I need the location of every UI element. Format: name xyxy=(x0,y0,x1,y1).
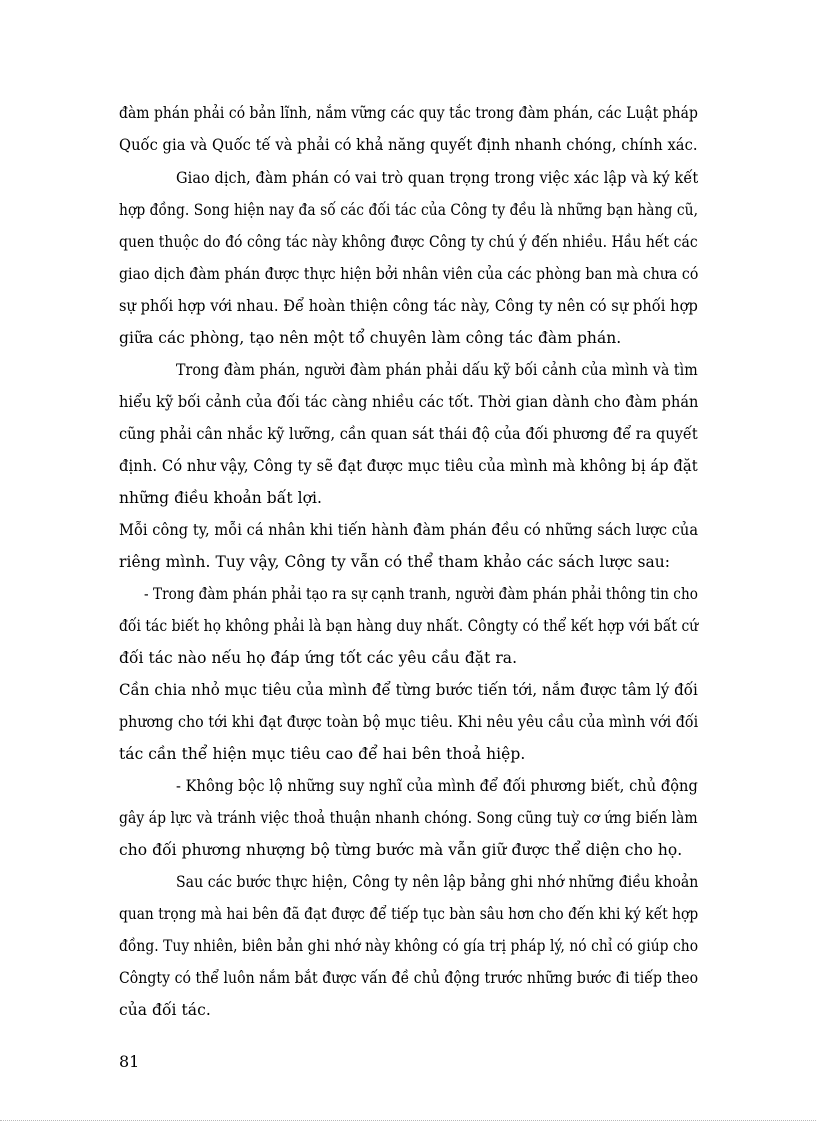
text-line: Giao dịch, đàm phán có vai trò quan trọng trong việc xác lập và ký kết xyxy=(176,169,699,187)
text-line: đàm phán phải có bản lĩnh, nắm vững các quy tắc trong đàm phán, các Luật pháp xyxy=(119,104,698,122)
text-line: của đối tác. xyxy=(119,1001,211,1019)
text-line: quen thuộc do đó công tác này không được Công ty chú ý đến nhiều. Hầu hết các xyxy=(119,233,698,251)
text-line: Cần chia nhỏ mục tiêu của mình để từng bước tiến tới, nắm được tâm lý đối xyxy=(119,681,698,699)
text-line: Côngty có thể luôn nắm bắt được vấn đề chủ động trước những bước đi tiếp theo xyxy=(119,969,699,987)
text-line: những điều khoản bất lợi. xyxy=(119,489,322,507)
text-line: đối tác biết họ không phải là bạn hàng duy nhất. Côngty có thể kết hợp với bất cứ xyxy=(119,617,699,635)
page-number: 81 xyxy=(119,1052,140,1071)
text-line: định. Có như vậy, Công ty sẽ đạt được mục tiêu của mình mà không bị áp đặt xyxy=(119,457,698,475)
text-line: tác cần thể hiện mục tiêu cao để hai bên thoả hiệp. xyxy=(119,745,526,763)
text-line: giao dịch đàm phán được thực hiện bởi nhân viên của các phòng ban mà chưa có xyxy=(119,265,699,283)
text-line: gây áp lực và tránh việc thoả thuận nhanh chóng. Song cũng tuỳ cơ ứng biến làm xyxy=(119,809,698,827)
text-line: - Không bộc lộ những suy nghĩ của mình để đối phương biết, chủ động xyxy=(176,777,698,795)
text-line: Mỗi công ty, mỗi cá nhân khi tiến hành đàm phán đều có những sách lược của xyxy=(119,521,699,539)
text-line: sự phối hợp với nhau. Để hoàn thiện công tác này, Công ty nên có sự phối hợp xyxy=(119,297,698,315)
text-line: phương cho tới khi đạt được toàn bộ mục tiêu. Khi nêu yêu cầu của mình với đối xyxy=(119,713,699,731)
text-line: hợp đồng. Song hiện nay đa số các đối tác của Công ty đều là những bạn hàng cũ, xyxy=(119,201,699,219)
text-line: - Trong đàm phán phải tạo ra sự cạnh tranh, người đàm phán phải thông tin cho xyxy=(144,585,698,603)
text-line: đồng. Tuy nhiên, biên bản ghi nhớ này không có gía trị pháp lý, nó chỉ có giúp cho xyxy=(119,937,699,955)
text-line: Quốc gia và Quốc tế và phải có khả năng quyết định nhanh chóng, chính xác. xyxy=(119,136,698,154)
text-line: hiểu kỹ bối cảnh của đối tác càng nhiều các tốt. Thời gian dành cho đàm phán xyxy=(119,393,699,411)
text-line: giữa các phòng, tạo nên một tổ chuyên làm công tác đàm phán. xyxy=(119,329,622,347)
text-line: riêng mình. Tuy vậy, Công ty vẫn có thể tham khảo các sách lược sau: xyxy=(119,553,671,571)
text-line: đối tác nào nếu họ đáp ứng tốt các yêu cầu đặt ra. xyxy=(119,649,518,667)
text-line: cũng phải cân nhắc kỹ lưỡng, cần quan sát thái độ của đối phương để ra quyết xyxy=(119,425,698,443)
page-bottom-divider xyxy=(0,1120,816,1121)
text-line: Trong đàm phán, người đàm phán phải dấu kỹ bối cảnh của mình và tìm xyxy=(176,361,698,379)
text-line: cho đối phương nhượng bộ từng bước mà vẫn giữ được thể diện cho họ. xyxy=(119,841,683,859)
text-line: Sau các bước thực hiện, Công ty nên lập bảng ghi nhớ những điều khoản xyxy=(176,873,699,891)
text-line: quan trọng mà hai bên đã đạt được để tiếp tục bàn sâu hơn cho đến khi ký kết hợp xyxy=(119,905,699,923)
